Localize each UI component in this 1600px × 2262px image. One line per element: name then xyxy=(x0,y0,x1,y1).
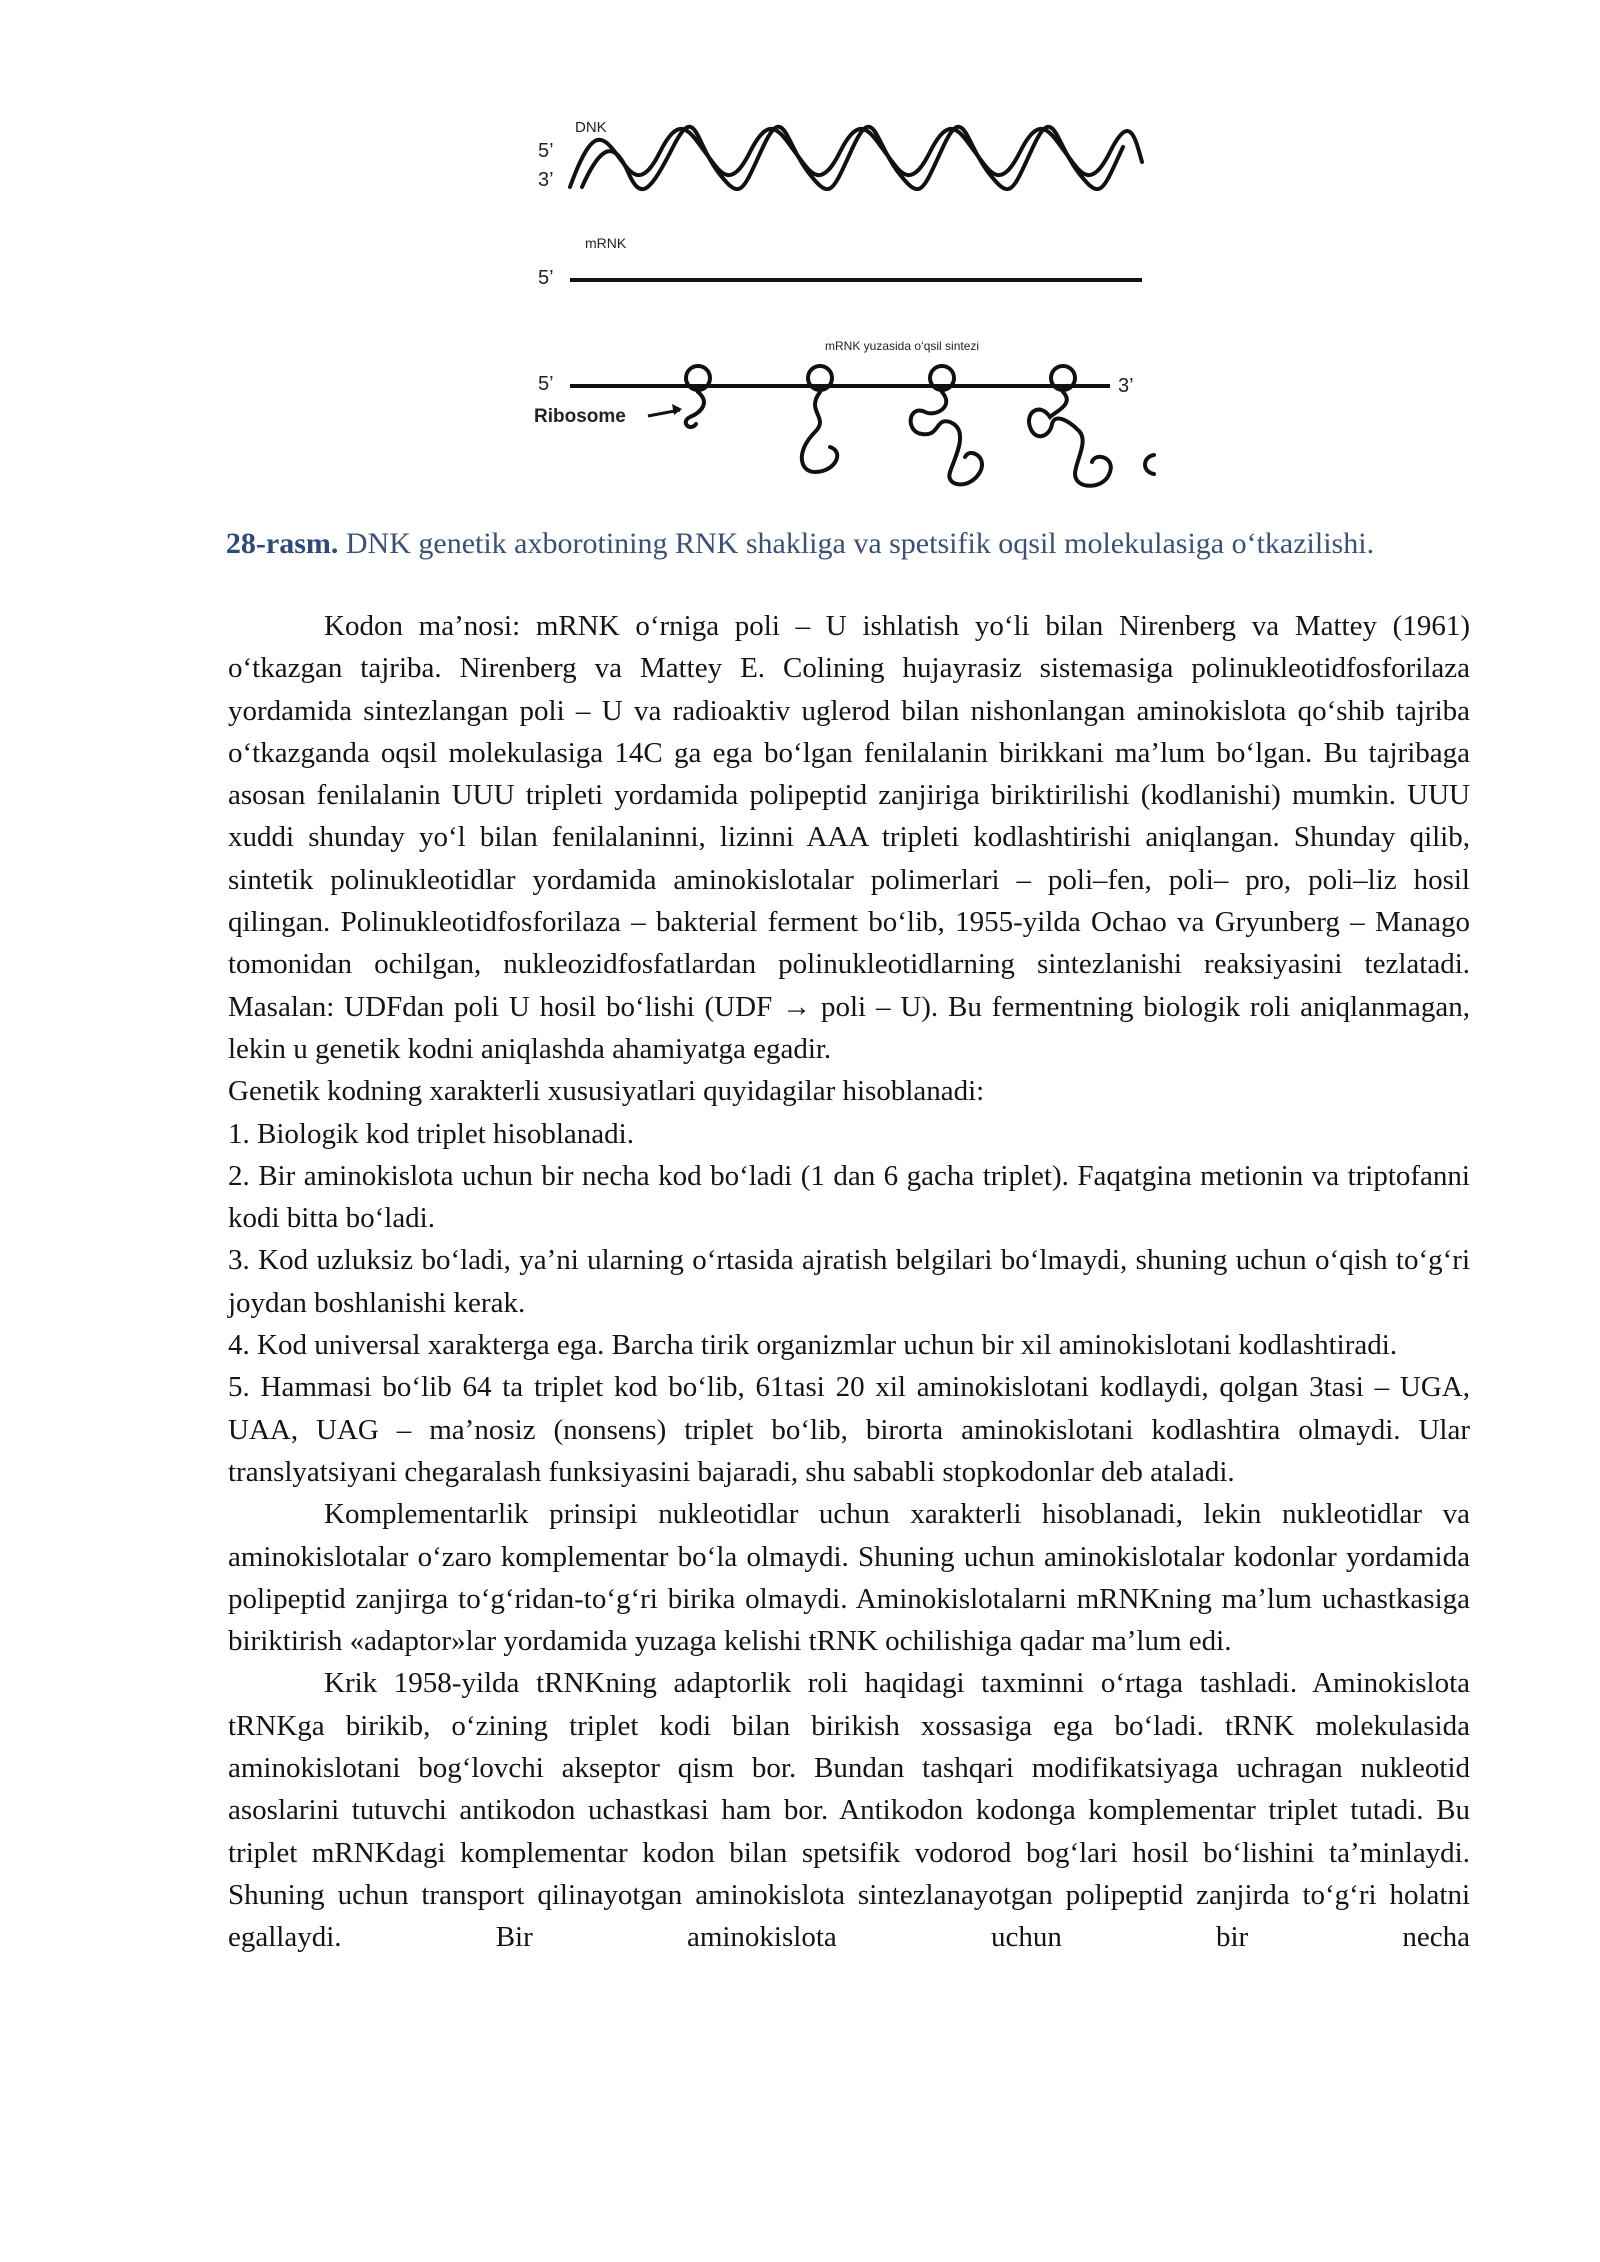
list-item: 4. Kod universal xarakterga ega. Barcha tirik organizmlar uchun bir xil aminokislotani kodlashtiradi. xyxy=(228,1329,1398,1362)
dnk-label: DNK xyxy=(575,119,607,136)
polypeptide-chain xyxy=(911,392,982,484)
translation-five-prime-label: 5’ xyxy=(538,373,554,395)
translation-three-prime-label: 3’ xyxy=(1118,375,1134,397)
polypeptide-chain xyxy=(802,392,837,472)
dna-double-helix xyxy=(570,127,1142,189)
ribosome-label: Ribosome xyxy=(534,406,626,427)
ribosomes-with-polypeptides xyxy=(686,366,1154,486)
body-text xyxy=(228,605,1470,1959)
mrnk-label: mRNK xyxy=(585,235,627,251)
list-item: 5. Hammasi bo‘lib 64 ta triplet kod bo‘lib, 61tasi 20 xil aminokislotani kodlaydi, qolgan 3tasi – UGA, UAA, UAG – ma’nosiz (nonsens) triplet bo‘lib, birorta aminokislotani kodlashtira olmaydi. Ular translyatsiyani chegaralash funksiyasini bajaradi, shu sababli stopkodonlar deb ataladi. xyxy=(228,1371,1470,1488)
paragraph-codon-meaning: Kodon ma’nosi: mRNK o‘rniga poli – U ishlatish yo‘li bilan Nirenberg va Mattey (1961) o‘tkazgan tajriba. Nirenberg va Mattey E. Colining hujayrasiz sistemasiga polinukleotidfosforilaza yordamida sintezlangan poli – U va radioaktiv uglerod bilan nishonlangan aminokislota qo‘shib tajriba o‘tkazganda oqsil molekulasiga 14C ga ega bo‘lgan fenilalanin birikkani ma’lum bo‘lgan. Bu tajribaga asosan fenilalanin UUU tripleti yordamida polipeptid zanjiriga biriktirilishi (kodlanishi) mumkin. UUU xuddi shunday yo‘l bilan fenilalaninni, lizinni AAA tripleti kodlashtirishi aniqlangan. Shunday qilib, sintetik polinukleotidlar yordamida aminokislotalar polimerlari – poli–fen, poli– pro, poli–liz hosil qilingan. Polinukleotidfosforilaza – bakterial ferment bo‘lib, 1955-yilda Ochao va Gryunberg – Manago tomonidan ochilgan, nukleozidfosfatlardan polinukleotidlarning sintezlanishi reaksiyasini tezlatadi. Masalan: UDFdan poli U hosil bo‘lishi (UDF → poli – U). Bu fermentning biologik roli aniqlanmagan, lekin u genetik kodni aniqlashda ahamiyatga egadir. xyxy=(228,610,1470,1065)
paragraph-genetic-code-properties: Genetik kodning xarakterli xususiyatlari quyidagilar hisoblanadi: xyxy=(228,1075,985,1108)
dna-rna-protein-figure xyxy=(530,112,1170,522)
mrna-five-prime-label: 5’ xyxy=(538,267,554,289)
figure-caption xyxy=(160,525,1440,563)
figure-number: 28-rasm. xyxy=(225,527,339,560)
dna-five-prime-label: 5’ xyxy=(538,140,554,162)
paragraph-crick-trna: Krik 1958-yilda tRNKning adaptorlik roli haqidagi taxminni o‘rtaga tashladi. Aminokislota tRNKga birikib, o‘zining triplet kodi bilan birikish xossasiga ega bo‘ladi. tRNK molekulasida aminokislotani bog‘lovchi akseptor qism bor. Bundan tashqari modifikatsiyaga uchragan nukleotid asoslarini tutuvchi antikodon uchastkasi ham bor. Antikodon kodonga komplementar triplet tutadi. Bu triplet mRNKdagi komplementar kodon bilan spetsifik vodorod bog‘lari hosil bo‘lishini ta’minlaydi. Shuning uchun transport qilinayotgan aminokislota sintezlanayotgan polipeptid zanjirda to‘g‘ri holatni egallaydi. Bir aminokislota uchun bir necha xyxy=(228,1667,1470,1954)
polypeptide-chain-partial xyxy=(1145,455,1154,474)
polypeptide-chain xyxy=(686,392,704,427)
list-item: 1. Biologik kod triplet hisoblanadi. xyxy=(228,1117,634,1150)
figure-caption-text: DNK genetik axborotining RNK shakliga va spetsifik oqsil molekulasiga o‘tkazilishi. xyxy=(338,527,1375,560)
polypeptide-chain xyxy=(1029,392,1111,486)
paragraph-complementarity: Komplementarlik prinsipi nukleotidlar uchun xarakterli hisoblanadi, lekin nukleotidlar va aminokislotalar o‘zaro komplementar bo‘la olmaydi. Shuning uchun aminokislotalar kodonlar yordamida polipeptid zanjirga to‘g‘ridan-to‘g‘ri birika olmaydi. Aminokislotalarni mRNKning ma’lum uchastkasiga biriktirish «adaptor»lar yordamida yuzaga kelishi tRNK ochilishiga qadar ma’lum edi. xyxy=(228,1498,1470,1658)
ribosome-pointer-arrowhead xyxy=(672,404,682,415)
list-item: 3. Kod uzluksiz bo‘ladi, ya’ni ularning o‘rtasida ajratish belgilari bo‘lmaydi, shuning uchun o‘qish to‘g‘ri joydan boshlanishi kerak. xyxy=(228,1244,1470,1319)
list-item: 2. Bir aminokislota uchun bir necha kod bo‘ladi (1 dan 6 gacha triplet). Faqatgina metionin va triptofanni kodi bitta bo‘ladi. xyxy=(228,1159,1470,1235)
dna-three-prime-label: 3’ xyxy=(538,169,554,191)
synthesis-label: mRNK yuzasida o‘qsil sintezi xyxy=(825,339,980,353)
